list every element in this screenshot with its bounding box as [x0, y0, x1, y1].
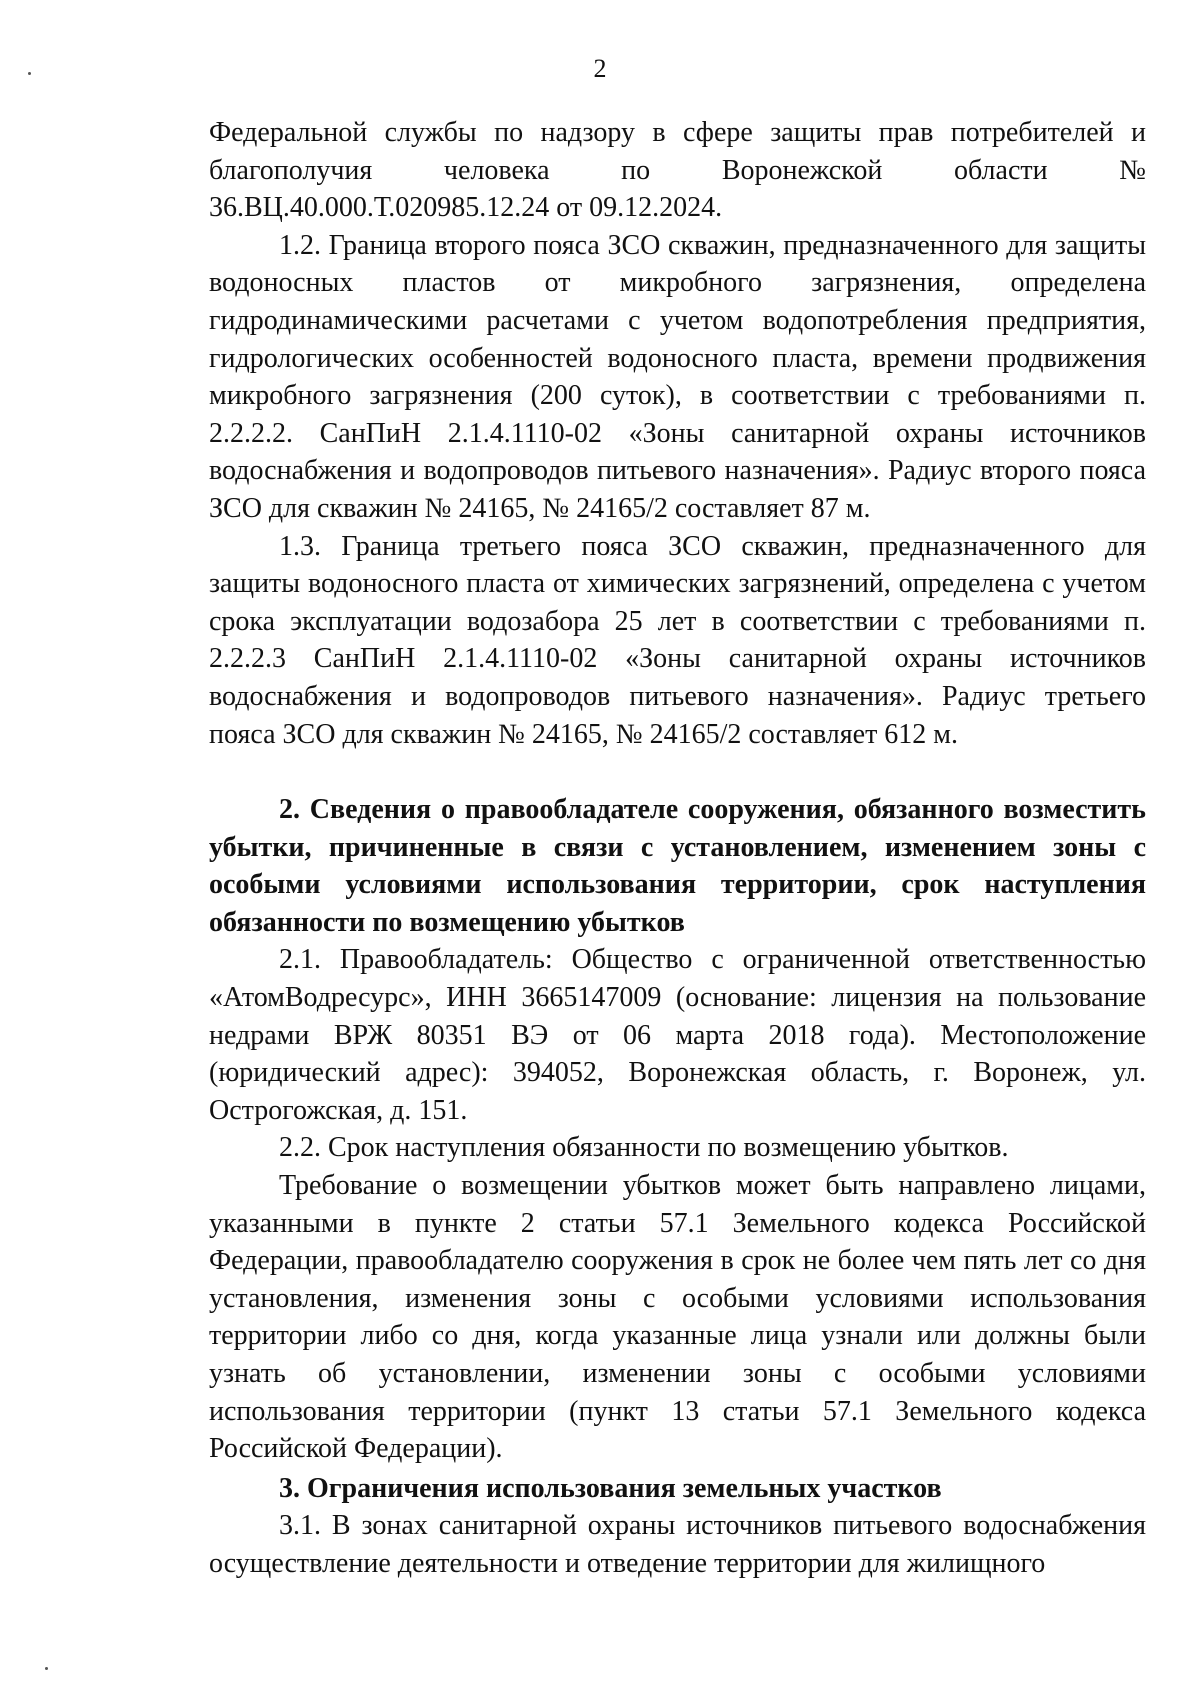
- page-number: 2: [593, 54, 607, 83]
- paragraph-2-2-requirement: Требование о возмещении убытков может быть направлено лицами, указанными в пункте 2 статьи 57.1 Земельного кодекса Российской Федерации, правообладателю сооружения в срок не более чем пять лет со дня установления, изменения зоны с особыми условиями использования территории либо со дня, когда указанные лица узнали или должны были узнать об установлении, изменении зоны с особыми условиями использования территории (пункт 13 статьи 57.1 Земельного кодекса Российской Федерации).: [209, 1170, 1146, 1465]
- paragraph-1-3: 1.3. Граница третьего пояса ЗСО скважин, предназначенного для защиты водоносного пласта от химических загрязнений, определена с учетом срока эксплуатации водозабора 25 лет в соответствии с требованиями п. 2.2.2.3 СанПиН 2.1.4.1110-02 «Зоны санитарной охраны источников водоснабжения и водопроводов питьевого назначения». Радиус третьего пояса ЗСО для скважин № 24165, № 24165/2 составляет 612 м.: [209, 530, 1146, 750]
- paragraph-1-2: 1.2. Граница второго пояса ЗСО скважин, предназначенного для защиты водоносных пластов от микробного загрязнения, определена гидродинамическими расчетами с учетом водопотребления предприятия, гидрологических особенностей водоносного пласта, времени продвижения микробного загрязнения (200 суток), в соответствии с требованиями п. 2.2.2.2. СанПиН 2.1.4.1110-02 «Зоны санитарной охраны источников водоснабжения и водопроводов питьевого назначения». Радиус второго пояса ЗСО для скважин № 24165, № 24165/2 составляет 87 м.: [209, 229, 1146, 524]
- section-heading-3: 3. Ограничения использования земельных участков: [279, 1472, 942, 1504]
- paragraph-3-1: 3.1. В зонах санитарной охраны источников питьевого водоснабжения осуществление деятельности и отведение территории для жилищного: [209, 1510, 1146, 1579]
- paragraph-2-1: 2.1. Правообладатель: Общество с ограниченной ответственностью «АтомВодресурс», ИНН 3665147009 (основание: лицензия на пользование недрами ВРЖ 80351 ВЭ от 06 марта 2018 года). Местоположение (юридический адрес): 394052, Воронежская область, г. Воронеж, ул. Острогожская, д. 151.: [209, 944, 1146, 1126]
- paragraph-continuation: Федеральной службы по надзору в сфере защиты прав потребителей и благополучия человека по Воронежской области № 36.ВЦ.40.000.Т.020985.12.24 от 09.12.2024.: [209, 117, 1146, 224]
- scan-speck-bottom: [45, 1667, 48, 1670]
- document-body: [209, 114, 1146, 1583]
- scan-speck-top: [28, 72, 31, 75]
- paragraph-2-2: 2.2. Срок наступления обязанности по возмещению убытков.: [279, 1132, 1009, 1164]
- section-heading-2: 2. Сведения о правообладателе сооружения, обязанного возместить убытки, причиненные в связи с установлением, изменением зоны с особыми условиями использования территории, срок наступления обязанности по возмещению убытков: [209, 794, 1146, 938]
